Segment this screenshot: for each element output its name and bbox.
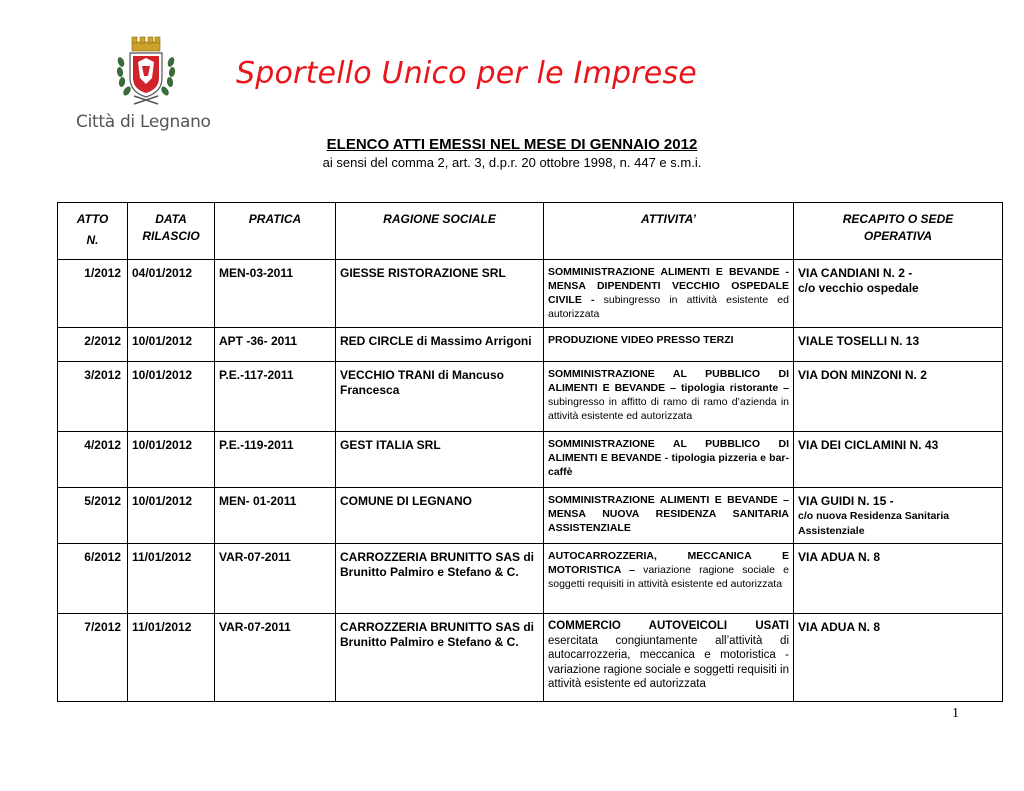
cell-recapito	[794, 432, 1003, 488]
attivita-extra: esercitata congiuntamente all’attività di autocarrozzeria, meccanica e motoristica - variazione ragione sociale e soggetti requisiti in attività esistente ed autorizzata	[548, 634, 790, 690]
attivita-main: SOMMINISTRAZIONE ALIMENTI E BEVANDE - MENSA DIPENDENTI VECCHIO OSPEDALE CIVILE -	[548, 266, 789, 306]
recapito-main: VIA DON MINZONI N. 2	[798, 368, 927, 382]
cell-pratica: VAR-07-2011	[215, 544, 336, 614]
recapito-main: VIA ADUA N. 8	[798, 620, 881, 634]
cell-attivita	[544, 614, 794, 702]
cell-data: 10/01/2012	[128, 432, 215, 488]
cell-recapito	[794, 614, 1003, 702]
cell-atto: 4/2012	[58, 432, 128, 488]
cell-atto: 7/2012	[58, 614, 128, 702]
cell-attivita	[544, 260, 794, 328]
crown	[132, 37, 160, 51]
recapito-extra: c/o nuova Residenza Sanitaria Assistenziale	[798, 510, 950, 537]
cell-atto: 5/2012	[58, 488, 128, 544]
cell-pratica: MEN-03-2011	[215, 260, 336, 328]
table-header-row	[58, 203, 1003, 260]
cell-ragione: GIESSE RISTORAZIONE SRL	[336, 260, 544, 328]
column-header-data-line1: DATA	[155, 212, 187, 226]
table-row	[58, 544, 1003, 614]
cell-ragione: CARROZZERIA BRUNITTO SAS di Brunitto Palmiro e Stefano & C.	[336, 614, 544, 702]
acts-table	[57, 202, 1003, 702]
cell-ragione: GEST ITALIA SRL	[336, 432, 544, 488]
cell-attivita	[544, 488, 794, 544]
cell-data: 10/01/2012	[128, 362, 215, 432]
attivita-main: SOMMINISTRAZIONE AL PUBBLICO DI ALIMENTI E BEVANDE – tipologia ristorante –	[548, 368, 789, 394]
column-header-pratica: PRATICA	[215, 203, 336, 260]
recapito-main: VIA CANDIANI N. 2 -	[798, 266, 913, 280]
column-header-atto-line1: ATTO	[76, 212, 109, 226]
table-row	[58, 328, 1003, 362]
attivita-main: SOMMINISTRAZIONE ALIMENTI E BEVANDE – MENSA NUOVA RESIDENZA SANITARIA ASSISTENZIALE	[548, 494, 789, 534]
document-heading: ELENCO ATTI EMESSI NEL MESE DI GENNAIO 2012	[326, 136, 698, 153]
cell-data: 04/01/2012	[128, 260, 215, 328]
cell-ragione: VECCHIO TRANI di Mancuso Francesca	[336, 362, 544, 432]
cell-recapito	[794, 488, 1003, 544]
attivita-main: COMMERCIO AUTOVEICOLI USATI	[548, 620, 789, 632]
cell-attivita	[544, 544, 794, 614]
column-header-recapito-line2: OPERATIVA	[863, 229, 933, 243]
attivita-main: PRODUZIONE VIDEO PRESSO TERZI	[548, 334, 734, 346]
coat-of-arms-logo	[112, 34, 180, 106]
cell-data: 10/01/2012	[128, 328, 215, 362]
cell-pratica: P.E.-119-2011	[215, 432, 336, 488]
cell-recapito	[794, 328, 1003, 362]
cell-pratica: VAR-07-2011	[215, 614, 336, 702]
attivita-main: SOMMINISTRAZIONE AL PUBBLICO DI ALIMENTI E BEVANDE - tipologia pizzeria e bar-caffè	[548, 438, 789, 478]
recapito-main: VIA GUIDI N. 15 -	[798, 494, 894, 508]
cell-atto: 1/2012	[58, 260, 128, 328]
table-row	[58, 488, 1003, 544]
cell-atto: 3/2012	[58, 362, 128, 432]
cell-recapito	[794, 362, 1003, 432]
column-header-recapito-line1: RECAPITO O SEDE	[842, 212, 954, 226]
recapito-main: VIA DEI CICLAMINI N. 43	[798, 438, 939, 452]
column-header-data-line2: RILASCIO	[142, 229, 200, 243]
cell-attivita	[544, 432, 794, 488]
cell-ragione: RED CIRCLE di Massimo Arrigoni	[336, 328, 544, 362]
recapito-main: VIALE TOSELLI N. 13	[798, 334, 920, 348]
column-header-atto	[58, 203, 128, 260]
cell-data: 11/01/2012	[128, 544, 215, 614]
attivita-extra: subingresso in affitto di ramo di ramo d’azienda in attività esistente ed autorizzata	[548, 396, 789, 422]
table-row	[58, 260, 1003, 328]
column-header-data	[128, 203, 215, 260]
cell-attivita	[544, 328, 794, 362]
cell-data: 11/01/2012	[128, 614, 215, 702]
column-header-atto-line2: N.	[86, 233, 99, 247]
column-header-recapito	[794, 203, 1003, 260]
column-header-ragione: RAGIONE SOCIALE	[336, 203, 544, 260]
cell-ragione: COMUNE DI LEGNANO	[336, 488, 544, 544]
attivita-extra: subingresso in attività esistente ed autorizzata	[548, 294, 789, 320]
recapito-extra: c/o vecchio ospedale	[798, 281, 919, 295]
cell-pratica: MEN- 01-2011	[215, 488, 336, 544]
column-header-attivita: ATTIVITA’	[544, 203, 794, 260]
cell-pratica: APT -36- 2011	[215, 328, 336, 362]
table-row	[58, 362, 1003, 432]
document-subheading: ai sensi del comma 2, art. 3, d.p.r. 20 ottobre 1998, n. 447 e s.m.i.	[322, 155, 702, 170]
cell-ragione: CARROZZERIA BRUNITTO SAS di Brunitto Palmiro e Stefano & C.	[336, 544, 544, 614]
cell-pratica: P.E.-117-2011	[215, 362, 336, 432]
recapito-main: VIA ADUA N. 8	[798, 550, 881, 564]
table-row	[58, 432, 1003, 488]
table-row	[58, 614, 1003, 702]
attivita-main: AUTOCARROZZERIA, MECCANICA E MOTORISTICA –	[548, 550, 789, 576]
cell-atto: 2/2012	[58, 328, 128, 362]
attivita-extra: variazione ragione sociale e soggetti requisiti in attività esistente ed autorizzata	[548, 564, 789, 590]
page-number: 1	[952, 706, 959, 721]
cell-atto: 6/2012	[58, 544, 128, 614]
city-name: Città di Legnano	[76, 112, 211, 132]
cell-recapito	[794, 260, 1003, 328]
page-title: Sportello Unico per le Imprese	[236, 56, 697, 91]
cell-recapito	[794, 544, 1003, 614]
cell-data: 10/01/2012	[128, 488, 215, 544]
cell-attivita	[544, 362, 794, 432]
